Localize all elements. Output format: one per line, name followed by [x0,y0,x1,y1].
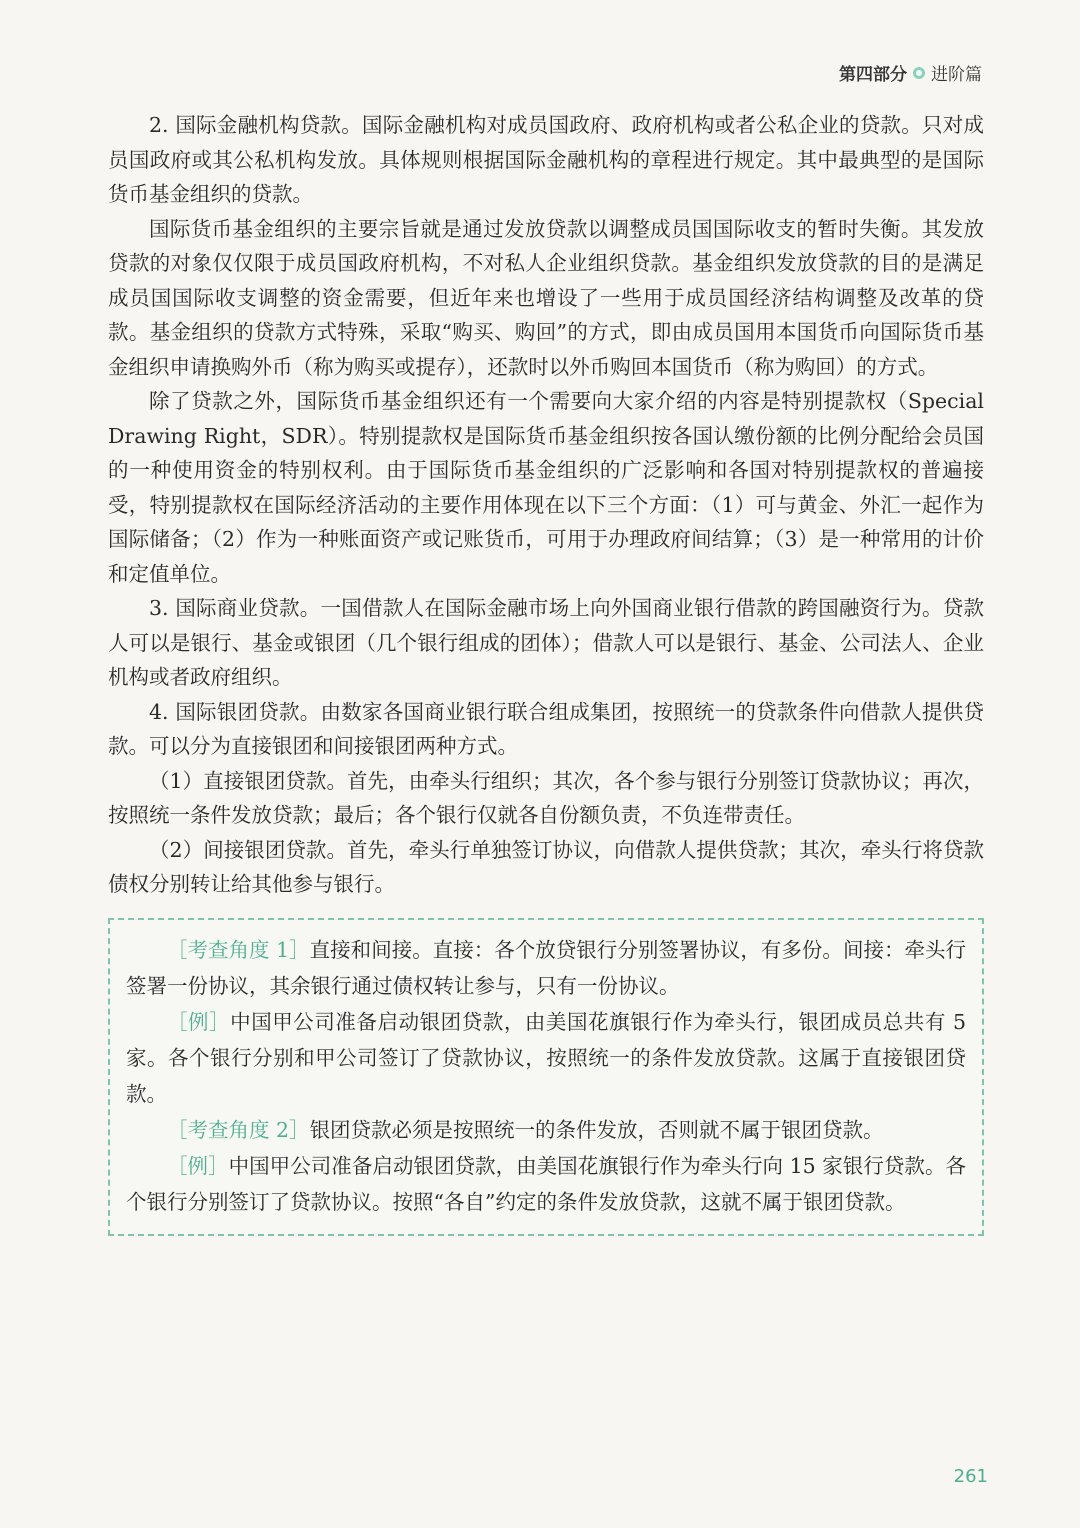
section-label: 进阶篇 [931,65,982,85]
paragraph: 4. 国际银团贷款。由数家各国商业银行联合组成集团，按照统一的贷款条件向借款人提供贷款。可以分为直接银团和间接银团两种方式。 [108,699,984,758]
exam-angle-item [126,1112,966,1148]
page-number: 261 [953,1466,988,1487]
example-text: 中国甲公司准备启动银团贷款，由美国花旗银行作为牵头行，银团成员总共有 5 家。各个银行分别和甲公司签订了贷款协议，按照统一的条件发放贷款。这属于直接银团贷款。 [126,1009,966,1106]
paragraph: （1）直接银团贷款。首先，由牵头行组织；其次，各个参与银行分别签订贷款协议；再次，按照统一条件发放贷款；最后；各个银行仅就各自份额负责，不负连带责任。 [108,768,984,827]
exam-tip-box [108,918,984,1236]
running-header [839,60,982,85]
exam-angle-tag: ［考查角度 2］ [167,1117,310,1142]
paragraph: 国际货币基金组织的主要宗旨就是通过发放贷款以调整成员国国际收支的暂时失衡。其发放贷款的对象仅仅限于成员国政府机构，不对私人企业组织贷款。基金组织发放贷款的目的是满足成员国国际收支调整的资金需要，但近年来也增设了一些用于成员国经济结构调整及改革的贷款。基金组织的贷款方式特殊，采取“购买、购回”的方式，即由成员国用本国货币向国际货币基金组织申请换购外币（称为购买或提存），还款时以外币购回本国货币（称为购回）的方式。 [108,216,984,379]
paragraph: （2）间接银团贷款。首先，牵头行单独签订协议，向借款人提供贷款；其次，牵头行将贷款债权分别转让给其他参与银行。 [108,837,984,896]
example-item [126,1004,966,1112]
example-item [126,1148,966,1220]
example-tag: ［例］ [167,1009,231,1034]
page-body [108,108,984,1236]
part-label: 第四部分 [839,65,907,85]
paragraph: 2. 国际金融机构贷款。国际金融机构对成员国政府、政府机构或者公私企业的贷款。只对成员国政府或其公私机构发放。具体规则根据国际金融机构的章程进行规定。其中最典型的是国际货币基金组织的贷款。 [108,113,984,206]
paragraph: 除了贷款之外，国际货币基金组织还有一个需要向大家介绍的内容是特别提款权（Special Drawing Right，SDR）。特别提款权是国际货币基金组织按各国认缴份额的比例分配给会员国的一种使用资金的特别权利。由于国际货币基金组织的广泛影响和各国对特别提款权的普遍接受，特别提款权在国际经济活动的主要作用体现在以下三个方面：（1）可与黄金、外汇一起作为国际储备；（2）作为一种账面资产或记账货币，可用于办理政府间结算；（3）是一种常用的计价和定值单位。 [108,389,984,586]
exam-angle-item [126,932,966,1004]
example-text: 中国甲公司准备启动银团贷款，由美国花旗银行作为牵头行向 15 家银行贷款。各个银行分别签订了贷款协议。按照“各自”约定的条件发放贷款，这就不属于银团贷款。 [126,1153,966,1214]
exam-angle-text: 直接和间接。直接：各个放贷银行分别签署协议，有多份。间接：牵头行签署一份协议，其余银行通过债权转让参与，只有一份协议。 [126,937,967,998]
circle-bullet-icon [913,67,925,79]
exam-angle-tag: ［考查角度 1］ [167,937,310,962]
paragraph: 3. 国际商业贷款。一国借款人在国际金融市场上向外国商业银行借款的跨国融资行为。贷款人可以是银行、基金或银团（几个银行组成的团体）；借款人可以是银行、基金、公司法人、企业机构或者政府组织。 [108,596,984,689]
exam-angle-text: 银团贷款必须是按照统一的条件发放，否则就不属于银团贷款。 [309,1117,884,1142]
example-tag: ［例］ [167,1153,229,1178]
